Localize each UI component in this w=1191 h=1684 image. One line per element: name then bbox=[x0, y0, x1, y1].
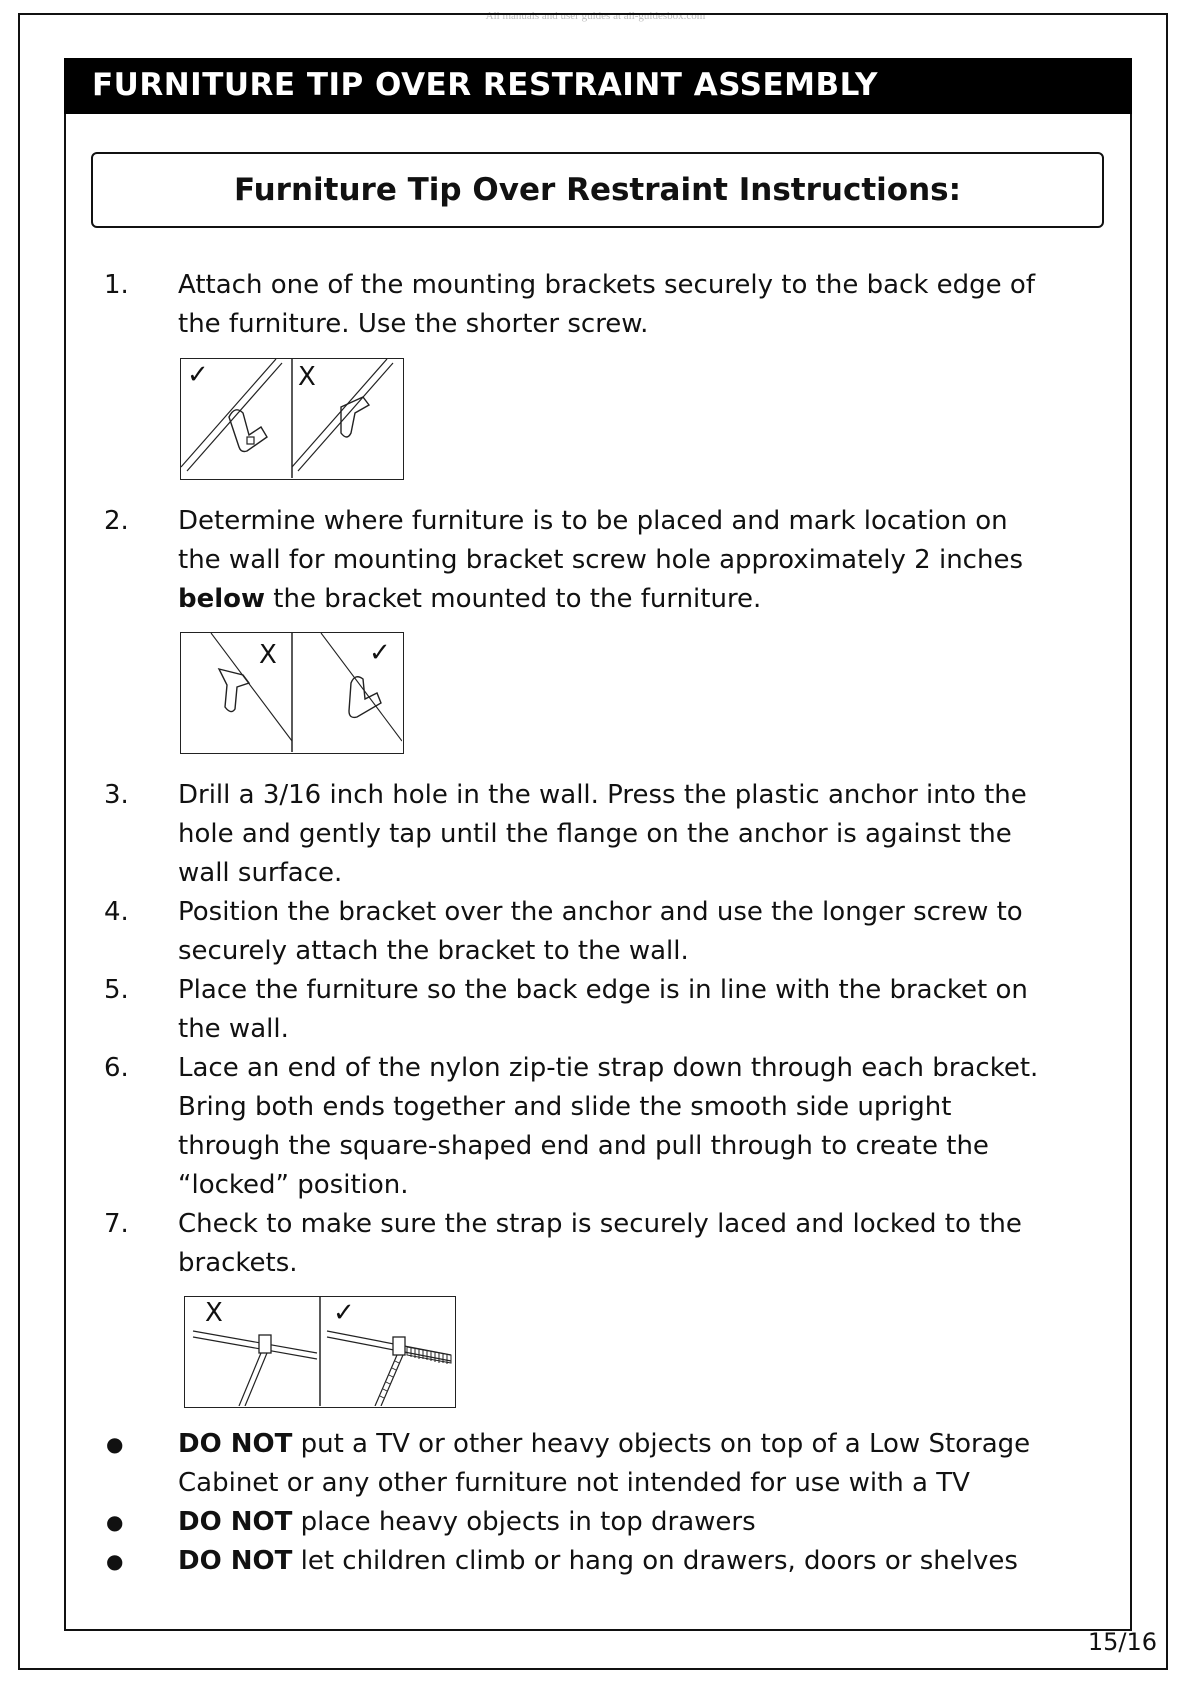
step-line: Lace an end of the nylon zip-tie strap down through each bracket. bbox=[178, 1053, 1039, 1083]
emphasis-text: below bbox=[178, 584, 266, 614]
step-line: the furniture. Use the shorter screw. bbox=[178, 309, 649, 339]
step-line: the wall. bbox=[178, 1014, 289, 1044]
step-number: 7. bbox=[104, 1209, 129, 1239]
header-title: FURNITURE TIP OVER RESTRAINT ASSEMBLY bbox=[92, 67, 878, 103]
section-title-box bbox=[91, 152, 1104, 228]
page-number: 15/16 bbox=[1087, 1628, 1157, 1656]
step-text bbox=[178, 1049, 1138, 1205]
step-text bbox=[178, 893, 1138, 971]
step-line: Check to make sure the strap is securely laced and locked to the bbox=[178, 1209, 1022, 1239]
step-line: Drill a 3/16 inch hole in the wall. Press the plastic anchor into the bbox=[178, 780, 1027, 810]
figure-zip-tie bbox=[184, 1296, 456, 1408]
step-number: 4. bbox=[104, 897, 129, 927]
step-line: securely attach the bracket to the wall. bbox=[178, 936, 689, 966]
step-number: 3. bbox=[104, 780, 129, 810]
warning-emphasis: DO NOT bbox=[178, 1507, 293, 1537]
warning-line: Cabinet or any other furniture not intended for use with a TV bbox=[178, 1468, 970, 1498]
x-mark-icon: X bbox=[205, 1298, 223, 1328]
warning-text bbox=[178, 1425, 1138, 1503]
check-mark-icon: ✓ bbox=[187, 360, 209, 390]
x-mark-icon: X bbox=[298, 362, 316, 392]
warning-line-rest: place heavy objects in top drawers bbox=[292, 1507, 756, 1537]
step-text bbox=[178, 266, 1138, 344]
step-text bbox=[178, 971, 1138, 1049]
header-bar bbox=[64, 58, 1132, 114]
section-title: Furniture Tip Over Restraint Instructions: bbox=[233, 172, 962, 208]
step-line: the wall for mounting bracket screw hole approximately 2 inches bbox=[178, 545, 1023, 575]
step-line: Determine where furniture is to be placed and mark location on bbox=[178, 506, 1008, 536]
x-mark-icon: X bbox=[259, 640, 277, 670]
step-line: Attach one of the mounting brackets securely to the back edge of bbox=[178, 270, 1035, 300]
step-line: through the square-shaped end and pull through to create the bbox=[178, 1131, 989, 1161]
bullet-icon: ● bbox=[106, 1432, 124, 1456]
step-number: 2. bbox=[104, 506, 129, 536]
step-number: 5. bbox=[104, 975, 129, 1005]
step-text bbox=[178, 502, 1138, 619]
step-line: “locked” position. bbox=[178, 1170, 409, 1200]
warning-text bbox=[178, 1542, 1138, 1581]
step-line: Position the bracket over the anchor and use the longer screw to bbox=[178, 897, 1023, 927]
warning-line bbox=[178, 1425, 1138, 1464]
step-line: Bring both ends together and slide the smooth side upright bbox=[178, 1092, 952, 1122]
warning-line bbox=[178, 1503, 1138, 1542]
step-line: Place the furniture so the back edge is in line with the bracket on bbox=[178, 975, 1028, 1005]
warning-line-rest: put a TV or other heavy objects on top of a Low Storage bbox=[292, 1429, 1031, 1459]
step-number: 1. bbox=[104, 270, 129, 300]
figure-bracket-furniture bbox=[180, 358, 404, 480]
warning-line bbox=[178, 1542, 1138, 1581]
step-line: brackets. bbox=[178, 1248, 298, 1278]
step-text bbox=[178, 776, 1138, 893]
figure-bracket-wall bbox=[180, 632, 404, 754]
step-line: hole and gently tap until the flange on the anchor is against the bbox=[178, 819, 1012, 849]
warning-emphasis: DO NOT bbox=[178, 1546, 293, 1576]
step-number: 6. bbox=[104, 1053, 129, 1083]
step-line bbox=[178, 580, 1138, 619]
bullet-icon: ● bbox=[106, 1549, 124, 1573]
warning-line-rest: let children climb or hang on drawers, doors or shelves bbox=[292, 1546, 1018, 1576]
step-text bbox=[178, 1205, 1138, 1283]
watermark: All manuals and user guides at all-guidesbox.com bbox=[485, 10, 706, 22]
warning-text bbox=[178, 1503, 1138, 1542]
step-line: wall surface. bbox=[178, 858, 343, 888]
warning-emphasis: DO NOT bbox=[178, 1429, 293, 1459]
check-mark-icon: ✓ bbox=[333, 1298, 355, 1328]
bullet-icon: ● bbox=[106, 1510, 124, 1534]
step-line-rest: the bracket mounted to the furniture. bbox=[265, 584, 762, 614]
check-mark-icon: ✓ bbox=[369, 638, 391, 668]
